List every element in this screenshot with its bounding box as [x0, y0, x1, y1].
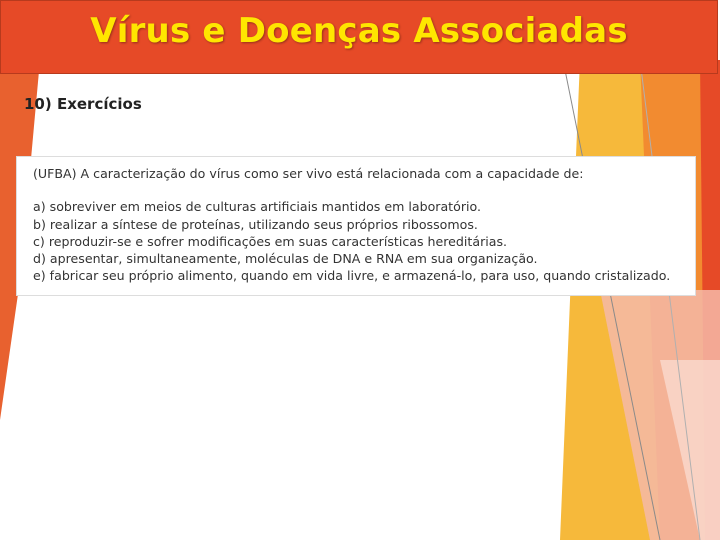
option-e: e) fabricar seu próprio alimento, quando em vida livre, e armazená-lo, para uso, quando cristalizado. [33, 268, 671, 284]
slide-title: Vírus e Doenças Associadas [90, 11, 628, 51]
question-stem: (UFBA) A caracterização do vírus como ser vivo está relacionada com a capacidade de: [33, 166, 584, 181]
option-b: b) realizar a síntese de proteínas, utilizando seus próprios ribossomos. [33, 216, 478, 232]
option-d: d) apresentar, simultaneamente, moléculas de DNA e RNA em sua organização. [33, 251, 538, 267]
title-bar [0, 0, 718, 74]
section-label: 10) Exercícios [24, 95, 142, 113]
option-c: c) reproduzir-se e sofrer modificações em suas características hereditárias. [33, 233, 508, 249]
question-box [16, 156, 696, 296]
option-a: a) sobreviver em meios de culturas artificiais mantidos em laboratório. [33, 199, 481, 215]
